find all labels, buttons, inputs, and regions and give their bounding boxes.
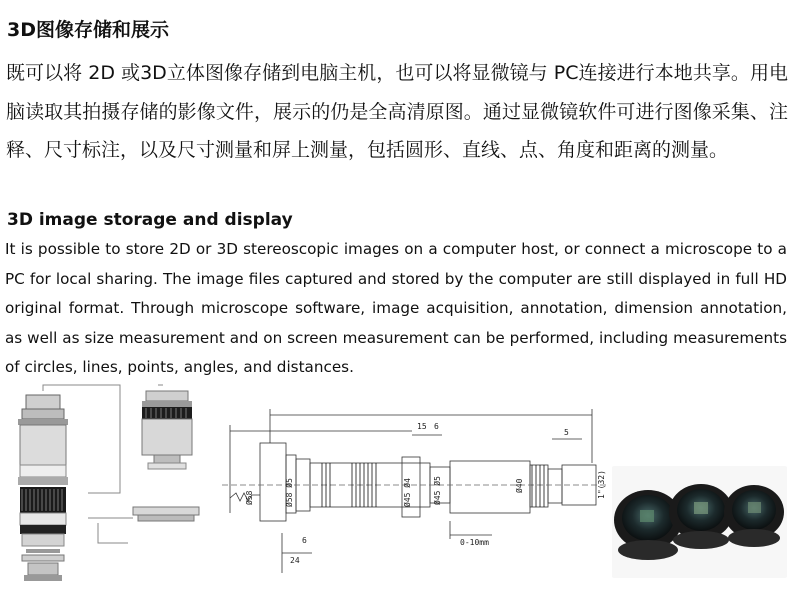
dim-label-d1: Ø58 [245,490,254,505]
dim-label-24: 24 [290,556,300,565]
english-paragraph: It is possible to store 2D or 3D stereoscopic images on a computer host, or connect a microscope to a PC for local sharing. The image files captured and stored by the computer are still displayed in full HD original format. Through microscope software, image acquisition, annotation, dimension annotation, as well as size measurement and on screen measurement can be performed, including measurements of circles, lines, points, angles, and distances. [5,240,787,376]
dim-label-6: 6 [434,422,439,431]
dim-label-6b: 6 [302,536,307,545]
adapter-ring [133,507,199,521]
english-section-title: 3D image storage and display [7,210,293,230]
dimension-drawing [222,403,607,583]
dim-label-range: 0-10mm [460,538,489,547]
dim-label-5: 5 [564,428,569,437]
dim-label-d3: Ø45 Ø4 [403,478,412,507]
chinese-paragraph: 既可以将 2D 或3D立体图像存储到电脑主机，也可以将显微镜与 PC连接进行本地共享。用电脑读取其拍摄存储的影像文件，展示的仍是全高清原图。通过显微镜软件可进行图像采集、注释、尺寸标注，以及尺寸测量和屏上测量，包括圆形、直线、点、角度和距离的测量。 [6,62,788,161]
lens-middle [669,484,733,549]
camera-module [142,391,192,469]
chinese-section-title: 3D图像存储和展示 [7,19,169,41]
figure-row [0,378,790,590]
dim-label-d2: Ø58 Ø5 [285,478,294,507]
microscope-assembly-figure [8,383,213,583]
dim-label-d5: Ø40 [515,478,524,493]
lens-left [614,490,682,560]
lens-photo [612,466,787,578]
lens-right [724,485,784,547]
dim-label-d4: Ø45 Ø5 [433,476,442,505]
dim-label-15: 15 [417,422,427,431]
dim-label-d6: 1"(32) [597,470,606,499]
microscope-body-stack [18,395,68,581]
